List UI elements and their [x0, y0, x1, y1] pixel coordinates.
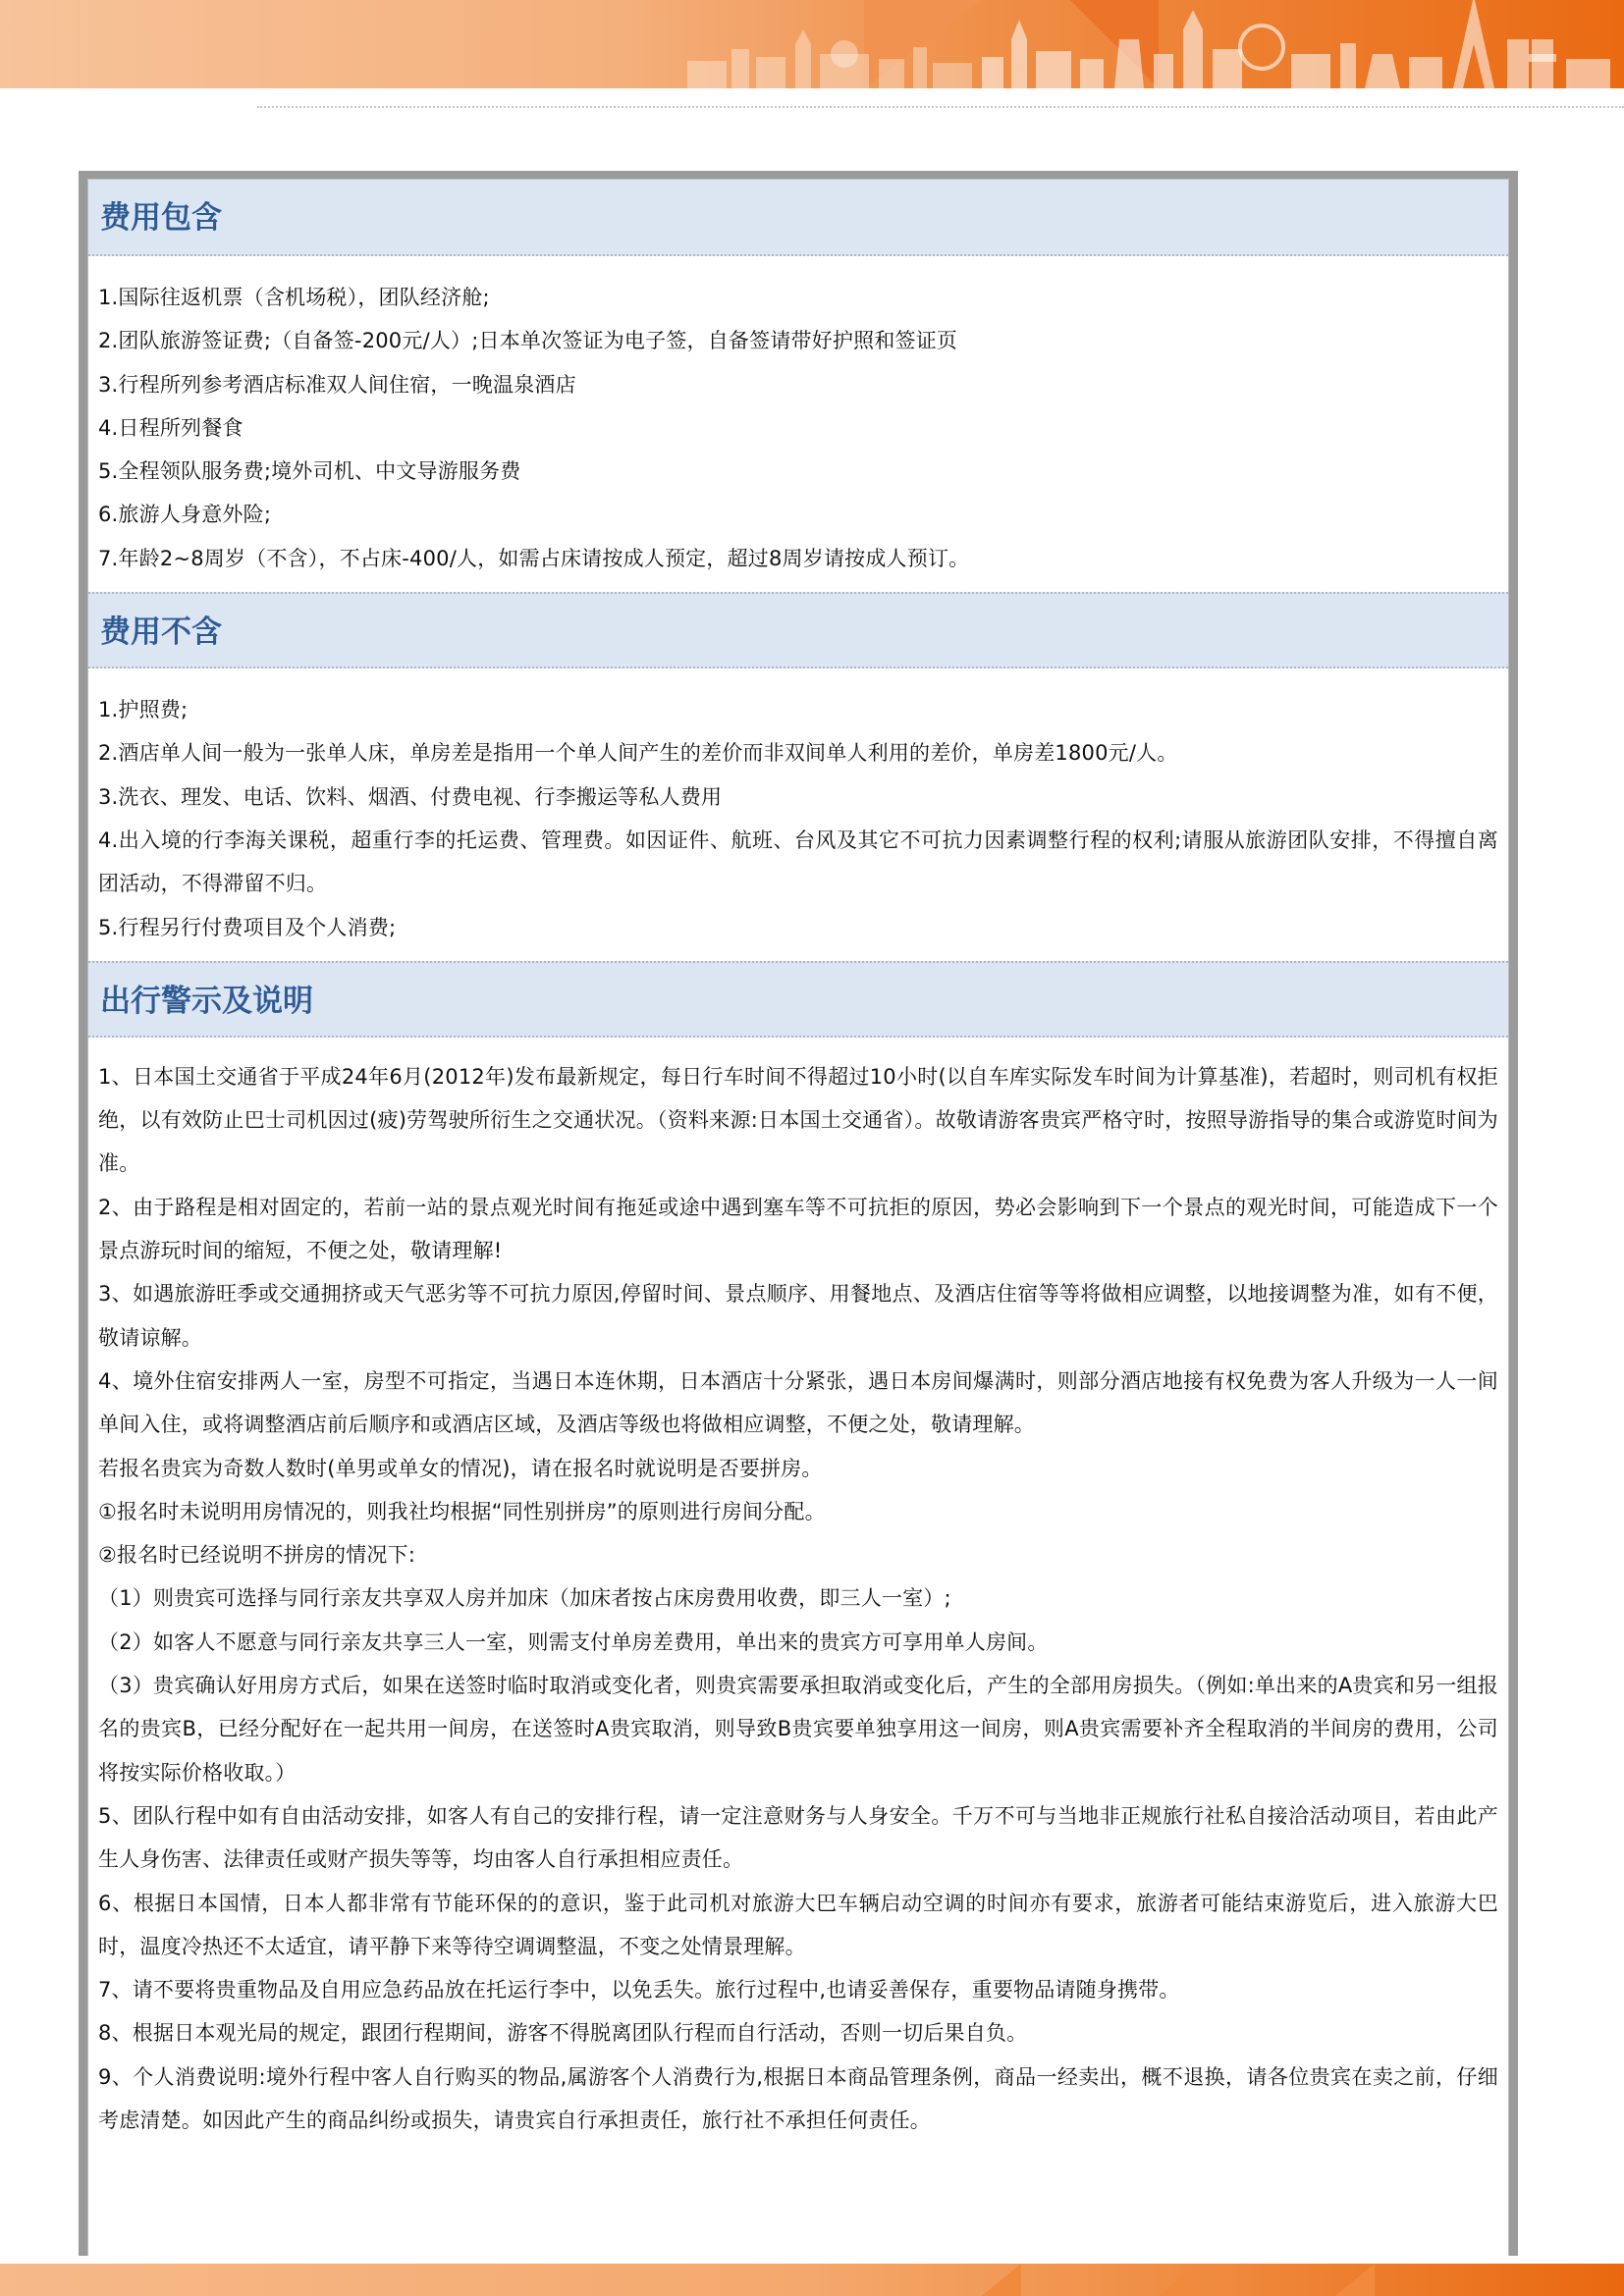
- list-item: 1、日本国土交通省于平成24年6月(2012年)发布最新规定，每日行车时间不得超过10小时(以自车库实际发车时间为计算基准)，若超时，则司机有权拒绝，以有效防止巴士司机因过(疲)劳驾驶所衍生之交通状况。（资料来源:日本国土交通省）。故敬请游客贵宾严格守时，按照导游指导的集合或游览时间为准。: [98, 1064, 1498, 1176]
- section-title-travel-notice: 出行警示及说明: [88, 961, 1508, 1038]
- section-title-fee-included: 费用包含: [88, 180, 1508, 256]
- list-item: 6、根据日本国情，日本人都非常有节能环保的的意识，鉴于此司机对旅游大巴车辆启动空调的时间亦有要求，旅游者可能结束游览后，进入旅游大巴时，温度冷热还不太适宜，请平静下来等待空调调整温，不变之处情景理解。: [98, 1891, 1498, 1958]
- list-item: 8、根据日本观光局的规定，跟团行程期间，游客不得脱离团队行程而自行活动，否则一切后果自负。: [98, 2021, 1028, 2046]
- list-item: 5、团队行程中如有自由活动安排，如客人有自己的安排行程，请一定注意财务与人身安全。千万不可与当地非正规旅行社私自接洽活动项目，若由此产生人身伤害、法律责任或财产损失等等，均由客人自行承担相应责任。: [98, 1803, 1498, 1872]
- list-item: 3.行程所列参考酒店标准双人间住宿，一晚温泉酒店: [98, 372, 576, 397]
- list-item: 6.旅游人身意外险;: [98, 503, 272, 527]
- header-divider: [257, 106, 1624, 108]
- list-item: 4.日程所列餐食: [98, 415, 244, 440]
- list-item: 若报名贵宾为奇数人数时(单男或单女的情况)，请在报名时就说明是否要拼房。: [98, 1456, 823, 1480]
- list-item: （3）贵宾确认好用房方式后，如果在送签时临时取消或变化者，则贵宾需要承担取消或变化后，产生的全部用房损失。（例如:单出来的A贵宾和另一组报名的贵宾B，已经分配好在一起共用一间房，在送签时A贵宾取消，则导致B贵宾要单独享用这一间房，则A贵宾需要补齐全程取消的半间房的费用，公司将按实际价格收取。）: [98, 1674, 1498, 1785]
- list-item: 2.酒店单人间一般为一张单人床，单房差是指用一个单人间产生的差价而非双间单人利用的差价，单房差1800元/人。: [98, 741, 1178, 766]
- list-item: 2、由于路程是相对固定的，若前一站的景点观光时间有拖延或途中遇到塞车等不可抗拒的原因，势必会影响到下一个景点的观光时间，可能造成下一个景点游玩时间的缩短，不便之处，敬请理解!: [98, 1195, 1498, 1263]
- bottom-banner: [0, 2264, 1624, 2296]
- section-body-fee-included: [88, 256, 1508, 592]
- banner-accent-shape: [982, 2264, 1021, 2296]
- list-item: 3、如遇旅游旺季或交通拥挤或天气恶劣等不可抗力原因,停留时间、景点顺序、用餐地点、及酒店住宿等等将做相应调整，以地接调整为准，如有不便，敬请谅解。: [98, 1282, 1498, 1350]
- list-item: 4、境外住宿安排两人一室，房型不可指定，当遇日本连休期，日本酒店十分紧张，遇日本房间爆满时，则部分酒店地接有权免费为客人升级为一人一间单间入住，或将调整酒店前后顺序和或酒店区域，及酒店等级也将做相应调整，不便之处，敬请理解。: [98, 1368, 1498, 1437]
- list-item: 9、个人消费说明:境外行程中客人自行购买的物品,属游客个人消费行为,根据日本商品管理条例，商品一经卖出，概不退换，请各位贵宾在卖之前，仔细考虑清楚。如因此产生的商品纠纷或损失，请贵宾自行承担责任，旅行社不承担任何责任。: [98, 2064, 1498, 2132]
- list-item: ①报名时未说明用房情况的，则我社均根据“同性别拼房”的原则进行房间分配。: [98, 1499, 826, 1523]
- list-item: 1.护照费;: [98, 698, 189, 722]
- list-item: 7、请不要将贵重物品及自用应急药品放在托运行李中，以免丢失。旅行过程中,也请妥善保存，重要物品请随身携带。: [98, 1978, 1180, 2002]
- section-body-fee-excluded: [88, 668, 1508, 961]
- section-title-fee-excluded: 费用不含: [88, 592, 1508, 668]
- list-item: ②报名时已经说明不拼房的情况下:: [98, 1543, 416, 1568]
- top-banner: [0, 0, 1624, 88]
- list-item: 2.团队旅游签证费;（自备签-200元/人）;日本单次签证为电子签，自备签请带好护照和签证页: [98, 329, 958, 353]
- list-item: 4.出入境的行李海关课税，超重行李的托运费、管理费。如因证件、航班、台风及其它不可抗力因素调整行程的权利;请服从旅游团队安排，不得擅自离团活动，不得滞留不归。: [98, 828, 1498, 896]
- list-item: （1）则贵宾可选择与同行亲友共享双人房并加床（加床者按占床房费用收费，即三人一室）;: [98, 1586, 951, 1611]
- content-panel: [87, 179, 1509, 2256]
- list-item: 7.年龄2~8周岁（不含），不占床-400/人，如需占床请按成人预定，超过8周岁请按成人预订。: [98, 546, 970, 570]
- city-skyline-illustration: [0, 0, 1624, 88]
- list-item: 5.行程另行付费项目及个人消费;: [98, 915, 397, 939]
- list-item: 5.全程领队服务费;境外司机、中文导游服务费: [98, 459, 521, 484]
- list-item: 1.国际往返机票（含机场税），团队经济舱;: [98, 286, 490, 309]
- list-item: 3.洗衣、理发、电话、饮料、烟酒、付费电视、行李搬运等私人费用: [98, 784, 723, 809]
- content-frame: [79, 171, 1518, 2256]
- banner-accent-shape: [1159, 2264, 1198, 2296]
- list-item: （2）如客人不愿意与同行亲友共享三人一室，则需支付单房差费用，单出来的贵宾方可享用单人房间。: [98, 1629, 1049, 1654]
- section-body-travel-notice: [88, 1038, 1508, 2154]
- banner-accent-shape: [1335, 2264, 1375, 2296]
